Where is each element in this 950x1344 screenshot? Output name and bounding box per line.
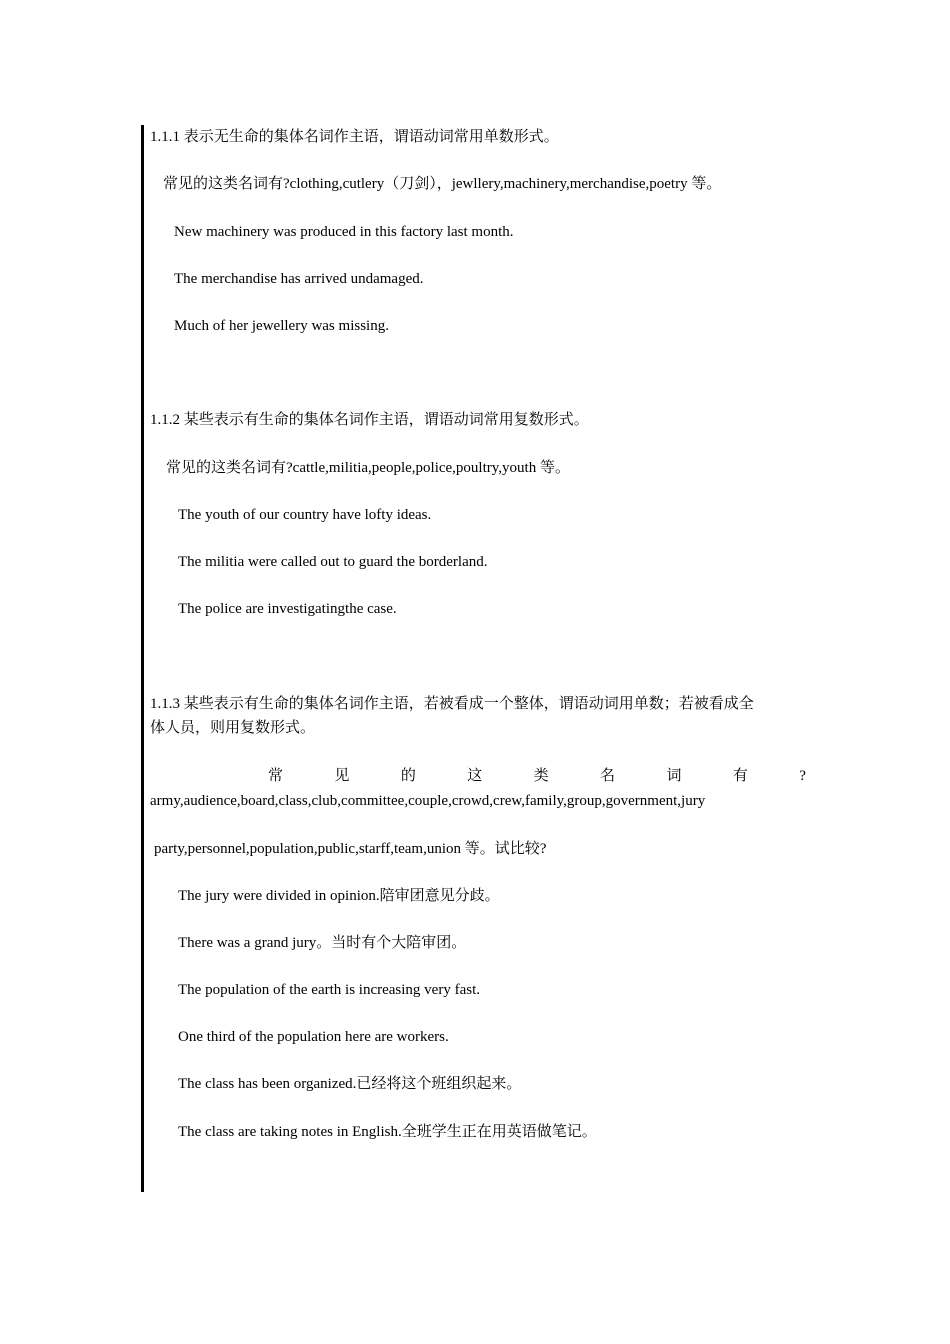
section-heading-1-1-1: 1.1.1 表示无生命的集体名词作主语，谓语动词常用单数形式。 xyxy=(150,129,559,145)
example-sentence: The class has been organized.已经将这个班组织起来。 xyxy=(178,1076,522,1092)
section-heading-1-1-3: 1.1.3 某些表示有生命的集体名词作主语，若被看成一个整体，谓语动词用单数；若被看成全 xyxy=(150,696,754,712)
section-intro-1-1-1: 常见的这类名词有?clothing,cutlery（刀剑），jewllery,machinery,merchandise,poetry 等。 xyxy=(163,176,722,192)
example-sentence: Much of her jewellery was missing. xyxy=(174,318,389,334)
example-sentence: One third of the population here are workers. xyxy=(178,1029,449,1045)
example-sentence: The population of the earth is increasing very fast. xyxy=(178,982,480,998)
example-sentence: The police are investigatingthe case. xyxy=(178,601,397,617)
example-sentence: The jury were divided in opinion.陪审团意见分歧。 xyxy=(178,888,500,904)
section-intro-1-1-3-justified xyxy=(150,766,806,786)
example-sentence: The militia were called out to guard the borderland. xyxy=(178,554,488,570)
example-sentence: New machinery was produced in this factory last month. xyxy=(174,224,514,240)
intro-char: 名 xyxy=(600,768,616,784)
intro-char: 常 xyxy=(268,768,284,784)
intro-char: 类 xyxy=(533,768,549,784)
intro-char: ? xyxy=(799,768,806,784)
intro-char: 的 xyxy=(400,768,416,784)
section-heading-1-1-3-continued: 体人员，则用复数形式。 xyxy=(150,720,316,736)
intro-char: 这 xyxy=(467,768,483,784)
section-intro-1-1-3-word-list-continued: party,personnel,population,public,starff,team,union 等。试比较? xyxy=(154,841,547,857)
example-sentence: There was a grand jury。当时有个大陪审团。 xyxy=(178,935,467,951)
example-sentence: The merchandise has arrived undamaged. xyxy=(174,271,424,287)
section-intro-1-1-3-word-list: army,audience,board,class,club,committee,couple,crowd,crew,family,group,government,jury xyxy=(150,793,706,809)
example-sentence: The class are taking notes in English.全班学生正在用英语做笔记。 xyxy=(178,1124,597,1140)
section-heading-1-1-2: 1.1.2 某些表示有生命的集体名词作主语，谓语动词常用复数形式。 xyxy=(150,412,589,428)
left-margin-rule xyxy=(141,125,144,1192)
intro-char: 词 xyxy=(666,768,682,784)
intro-char: 有 xyxy=(732,768,748,784)
intro-char: 见 xyxy=(334,768,350,784)
section-intro-1-1-2: 常见的这类名词有?cattle,militia,people,police,poultry,youth 等。 xyxy=(166,460,570,476)
example-sentence: The youth of our country have lofty ideas. xyxy=(178,507,432,523)
